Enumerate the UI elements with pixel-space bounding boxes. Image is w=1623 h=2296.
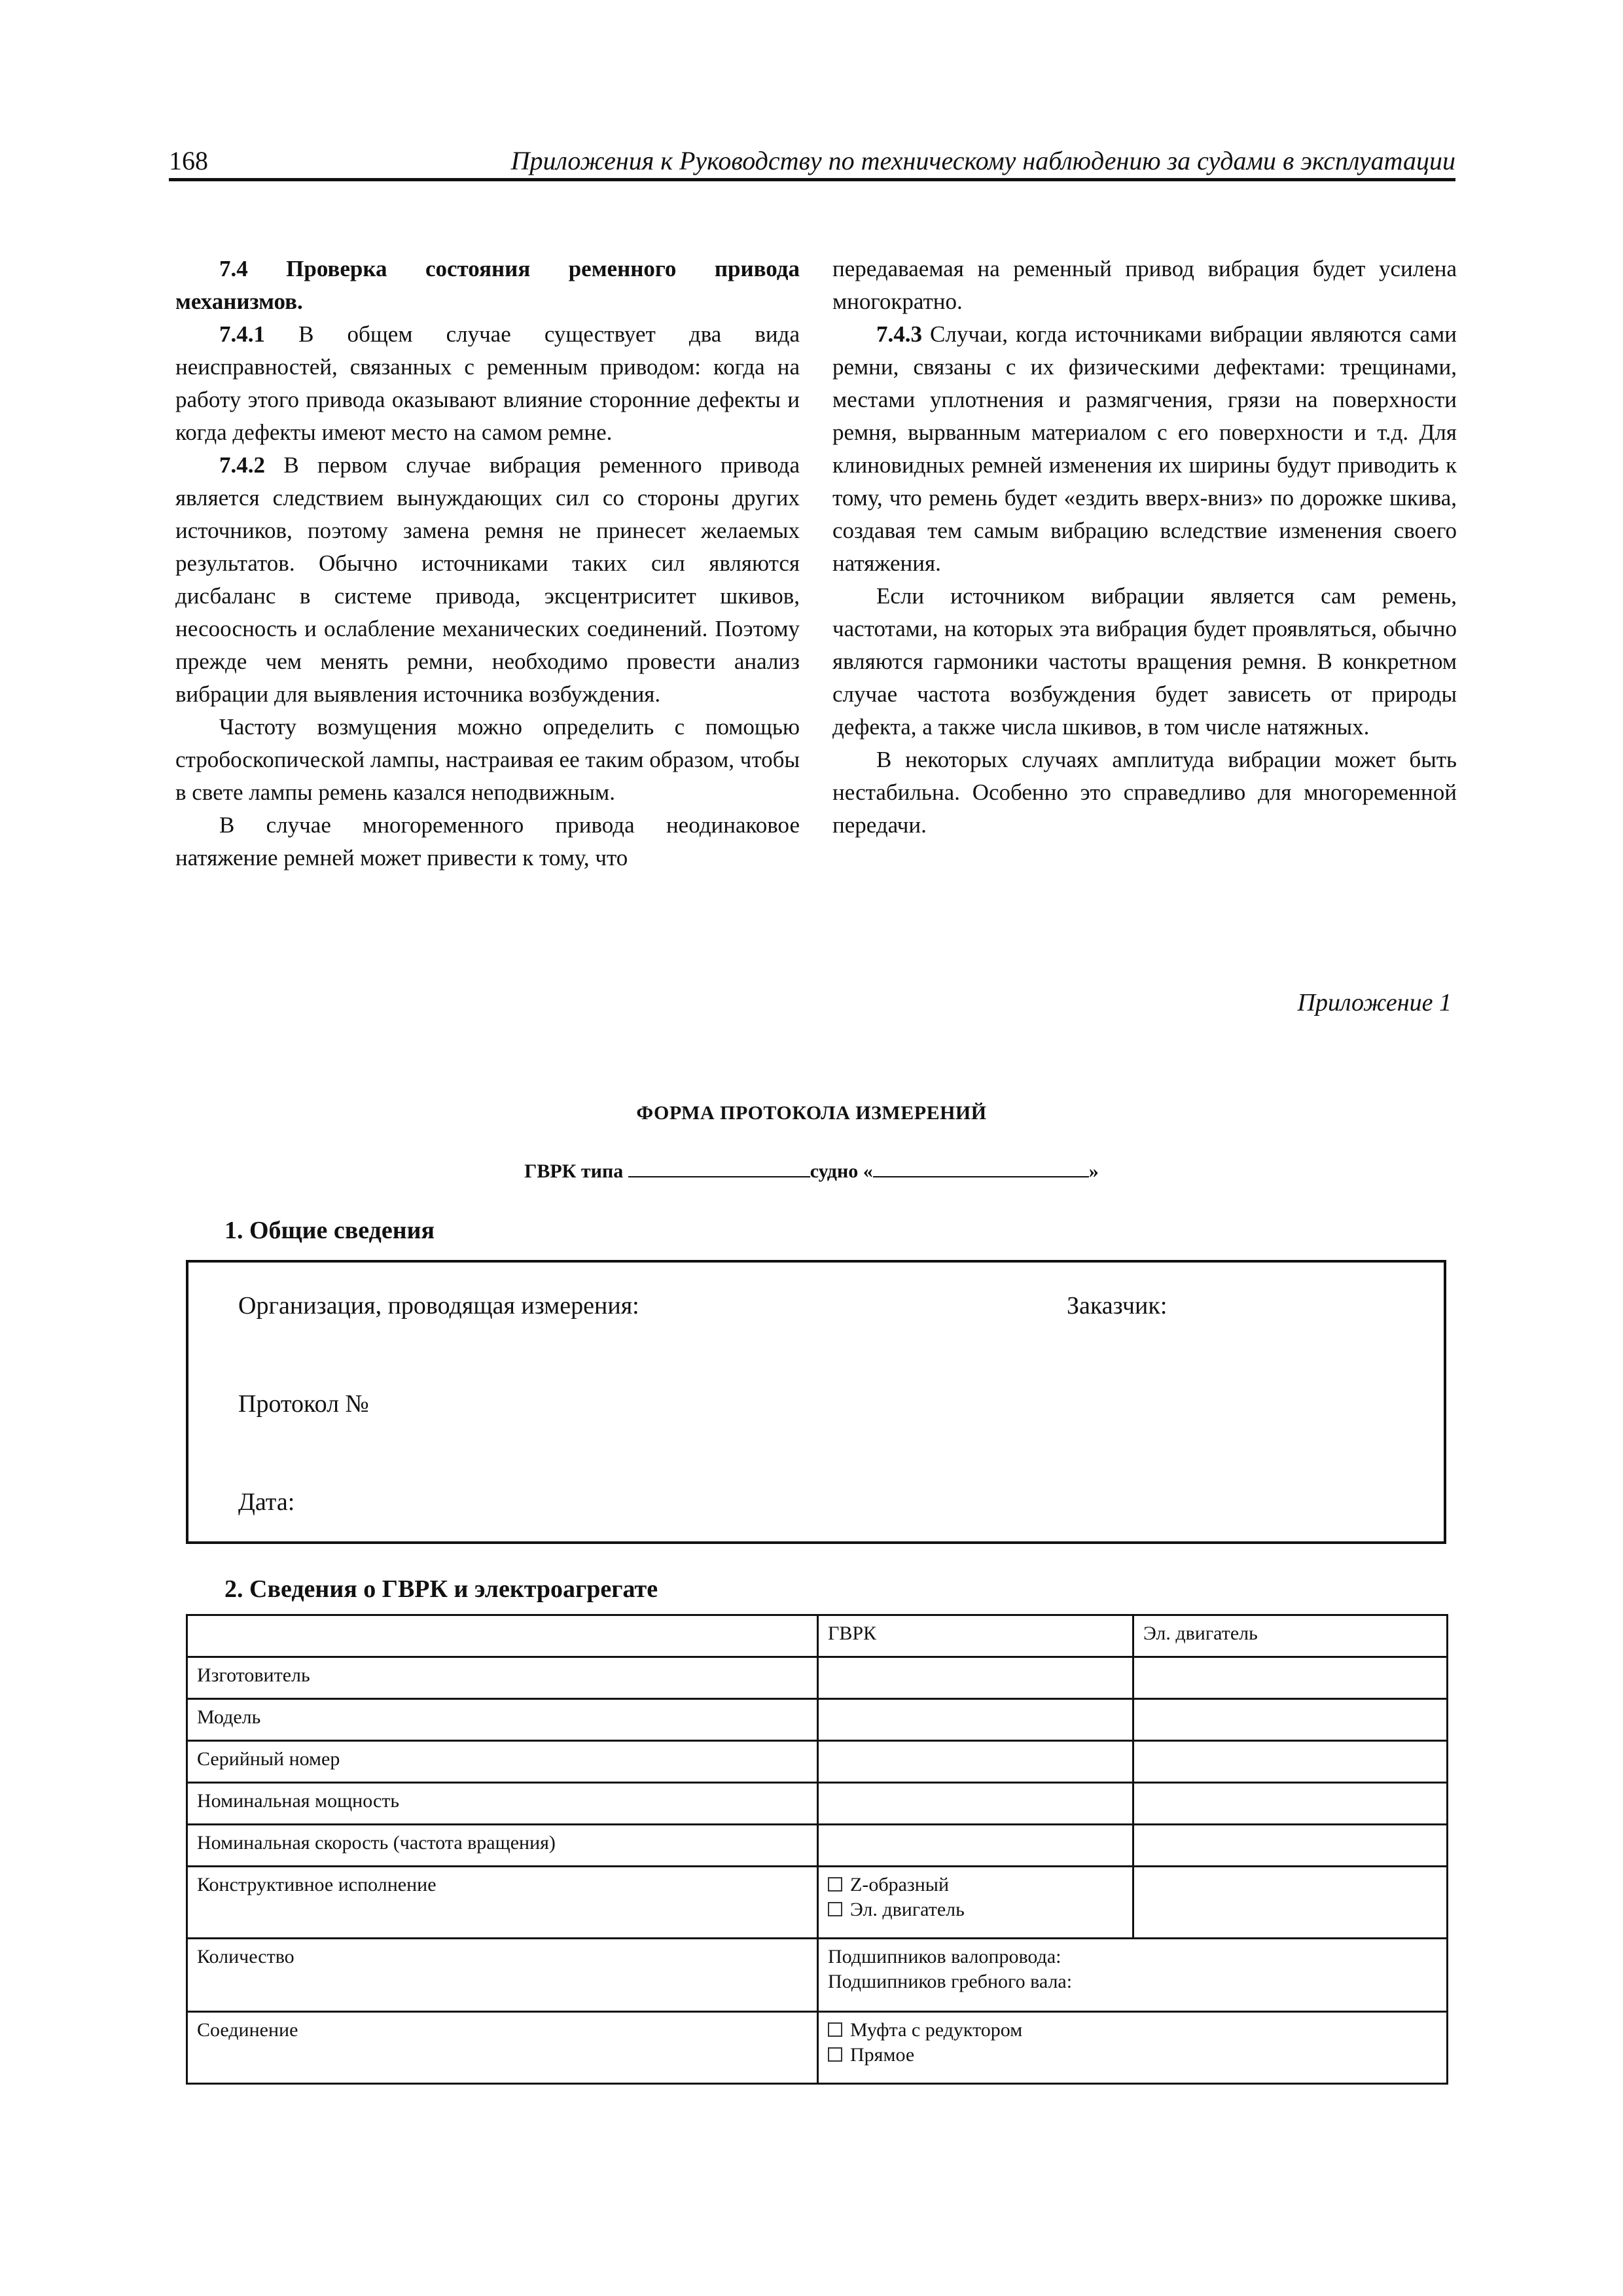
right-column xyxy=(832,253,1457,842)
checkbox-icon[interactable] xyxy=(828,1877,842,1892)
left-column xyxy=(175,253,800,874)
cell-motor-design[interactable] xyxy=(1133,1867,1448,1939)
table-row xyxy=(187,1867,1448,1939)
design-option-motor[interactable]: Эл. двигатель xyxy=(828,1897,1123,1922)
paragraph-amplitude: В некоторых случаях амплитуда вибрации может быть нестабильна. Особенно это справедливо для многоременной передачи. xyxy=(832,747,1457,838)
paragraph-belt-source: Если источником вибрации является сам ремень, частотами, на которых эта вибрация будет проявляться, обычно являются гармоники частоты вращения ремня. В конкретном случае частота возбуждения будет зависеть от природы дефекта, а также числа шкивов, в том числе натяжных. xyxy=(832,583,1457,740)
row-label-serial: Серийный номер xyxy=(187,1741,818,1783)
row-label-speed: Номинальная скорость (частота вращения) xyxy=(187,1825,818,1867)
paragraph-7-4-2: 7.4.2 В первом случае вибрация ременного привода является следствием вынуждающих сил со стороны других источников, поэтому замена ремня не принесет желаемых результатов. Обычно источниками таких сил являются дисбаланс в системе привода, эксцентриситет шкивов, несоосность и ослабление механических соединений. Поэтому прежде чем менять ремни, необходимо провести анализ вибрации для выявления источника возбуждения. xyxy=(175,452,800,707)
section1-title: 1. Общие сведения xyxy=(224,1217,435,1244)
connection-option-direct[interactable]: Прямое xyxy=(828,2043,1437,2068)
header-rule xyxy=(169,178,1455,181)
page-number: 168 xyxy=(169,146,208,175)
table-row xyxy=(187,1939,1448,2012)
row-label-quantity: Количество xyxy=(187,1939,818,2012)
row-label-connection: Соединение xyxy=(187,2012,818,2084)
propeller-shaft-bearings-label: Подшипников гребного вала: xyxy=(828,1971,1073,1992)
date-label: Дата: xyxy=(238,1488,295,1516)
row-label-model: Модель xyxy=(187,1699,818,1741)
cell-motor-power[interactable] xyxy=(1133,1783,1448,1825)
checkbox-icon[interactable] xyxy=(828,2047,842,2062)
cell-motor-model[interactable] xyxy=(1133,1699,1448,1741)
table-header-row xyxy=(187,1615,1448,1657)
ship-name-blank[interactable] xyxy=(873,1157,1089,1177)
paragraph-multibelt-cont: передаваемая на ременный привод вибрация будет усилена многократно. xyxy=(832,256,1457,314)
header-motor: Эл. двигатель xyxy=(1133,1615,1448,1657)
cell-motor-speed[interactable] xyxy=(1133,1825,1448,1867)
section-heading: 7.4 Проверка состояния ременного привода механизмов. xyxy=(175,256,800,314)
cell-gvrk-model[interactable] xyxy=(818,1699,1133,1741)
cell-design-options xyxy=(818,1867,1133,1939)
general-info-box xyxy=(186,1260,1446,1544)
appendix-label: Приложение 1 xyxy=(1297,989,1452,1016)
cell-motor-serial[interactable] xyxy=(1133,1741,1448,1783)
cell-motor-manufacturer[interactable] xyxy=(1133,1657,1448,1699)
gvrk-type-blank[interactable] xyxy=(628,1157,810,1177)
ship-label: судно « xyxy=(810,1160,873,1182)
row-label-manufacturer: Изготовитель xyxy=(187,1657,818,1699)
row-label-power: Номинальная мощность xyxy=(187,1783,818,1825)
table-row xyxy=(187,1657,1448,1699)
gvrk-type-label: ГВРК типа xyxy=(524,1160,628,1182)
gvrk-line xyxy=(0,1157,1623,1183)
header-blank-cell xyxy=(187,1615,818,1657)
design-option-z[interactable]: Z-образный xyxy=(828,1873,1123,1897)
cell-quantity xyxy=(818,1939,1448,2012)
table-row xyxy=(187,1825,1448,1867)
checkbox-icon[interactable] xyxy=(828,1902,842,1916)
customer-label: Заказчик: xyxy=(1067,1292,1168,1319)
cell-gvrk-power[interactable] xyxy=(818,1783,1133,1825)
cell-gvrk-manufacturer[interactable] xyxy=(818,1657,1133,1699)
form-title: ФОРМА ПРОТОКОЛА ИЗМЕРЕНИЙ xyxy=(636,1102,987,1124)
org-label: Организация, проводящая измерения: xyxy=(238,1292,639,1319)
paragraph-multibelt: В случае многоременного привода неодинаковое натяжение ремней может привести к тому, что xyxy=(175,812,800,870)
table-row xyxy=(187,2012,1448,2084)
table-row xyxy=(187,1699,1448,1741)
row-label-design: Конструктивное исполнение xyxy=(187,1867,818,1939)
connection-option-coupling[interactable]: Муфта с редуктором xyxy=(828,2018,1437,2043)
spec-table xyxy=(186,1614,1448,2085)
shaftline-bearings-label: Подшипников валопровода: xyxy=(828,1946,1061,1967)
protocol-label: Протокол № xyxy=(238,1390,369,1418)
header-gvrk: ГВРК xyxy=(818,1615,1133,1657)
cell-connection-options xyxy=(818,2012,1448,2084)
table-row xyxy=(187,1741,1448,1783)
checkbox-icon[interactable] xyxy=(828,2022,842,2037)
ship-suffix: » xyxy=(1088,1160,1099,1182)
table-row xyxy=(187,1783,1448,1825)
running-title: Приложения к Руководству по техническому наблюдению за судами в эксплуатации xyxy=(510,146,1455,175)
paragraph-7-4-1: 7.4.1 В общем случае существует два вида неисправностей, связанных с ременным приводом: когда на работу этого привода оказывают влияние сторонние дефекты и когда дефекты имеют место на самом ремне. xyxy=(175,321,800,445)
cell-gvrk-serial[interactable] xyxy=(818,1741,1133,1783)
section2-title: 2. Сведения о ГВРК и электроагрегате xyxy=(224,1575,658,1603)
paragraph-7-4-3: 7.4.3 Случаи, когда источниками вибрации являются сами ремни, связаны с их физическими дефектами: трещинами, местами уплотнения и размягчения, грязи на поверхности ремня, вырванным материалом с его поверхности и т.д. Для клиновидных ремней изменения их ширины будут приводить к тому, что ремень будет «ездить вверх-вниз» по дорожке шкива, создавая тем самым вибрацию вследствие изменения своего натяжения. xyxy=(832,321,1457,576)
cell-gvrk-speed[interactable] xyxy=(818,1825,1133,1867)
paragraph-stroboscope: Частоту возмущения можно определить с помощью стробоскопической лампы, настраивая ее таким образом, чтобы в свете лампы ремень казался неподвижным. xyxy=(175,714,800,805)
